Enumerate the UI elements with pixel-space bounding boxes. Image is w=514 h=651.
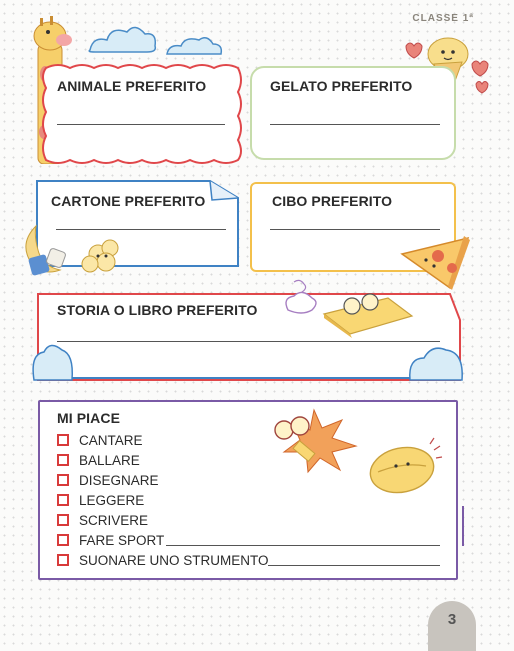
gelato-label: GELATO PREFERITO [270,78,413,94]
mi-piace-title: MI PIACE [57,410,121,426]
checkbox-icon[interactable] [57,534,69,546]
checkbox-icon[interactable] [57,514,69,526]
animale-box-frame [38,60,248,166]
checkbox-icon[interactable] [57,454,69,466]
suonare-answer-line[interactable] [268,565,440,566]
checkbox-item-ballare[interactable]: BALLARE [57,451,140,469]
megaphone-illustration [262,406,366,474]
book-illustration [280,276,430,340]
animale-answer-line[interactable] [57,124,225,125]
fare-sport-answer-line[interactable] [166,545,440,546]
clouds-decoration [85,18,235,60]
storia-label: STORIA O LIBRO PREFERITO [57,302,258,318]
checkbox-item-suonare[interactable]: SUONARE UNO STRUMENTO [57,551,269,569]
purple-scribble [462,506,464,546]
checkbox-item-fare-sport[interactable]: FARE SPORT [57,531,164,549]
gelato-answer-line[interactable] [270,124,440,125]
checkbox-icon[interactable] [57,434,69,446]
storia-answer-line[interactable] [57,341,440,342]
checkbox-icon[interactable] [57,474,69,486]
cartone-label: CARTONE PREFERITO [51,193,206,209]
checkbox-icon[interactable] [57,494,69,506]
checkbox-item-leggere[interactable]: LEGGERE [57,491,144,509]
checkbox-item-scrivere[interactable]: SCRIVERE [57,511,148,529]
class-label: CLASSE 1ª [412,13,474,24]
cibo-label: CIBO PREFERITO [272,193,393,209]
checkbox-item-cantare[interactable]: CANTARE [57,431,143,449]
checkbox-item-disegnare[interactable]: DISEGNARE [57,471,159,489]
page-number-tab [428,601,476,651]
ball-illustration [364,436,444,498]
animale-label: ANIMALE PREFERITO [57,78,207,94]
page-number: 3 [447,611,457,628]
checkbox-icon[interactable] [57,554,69,566]
moon-popcorn-illustration [18,220,130,282]
